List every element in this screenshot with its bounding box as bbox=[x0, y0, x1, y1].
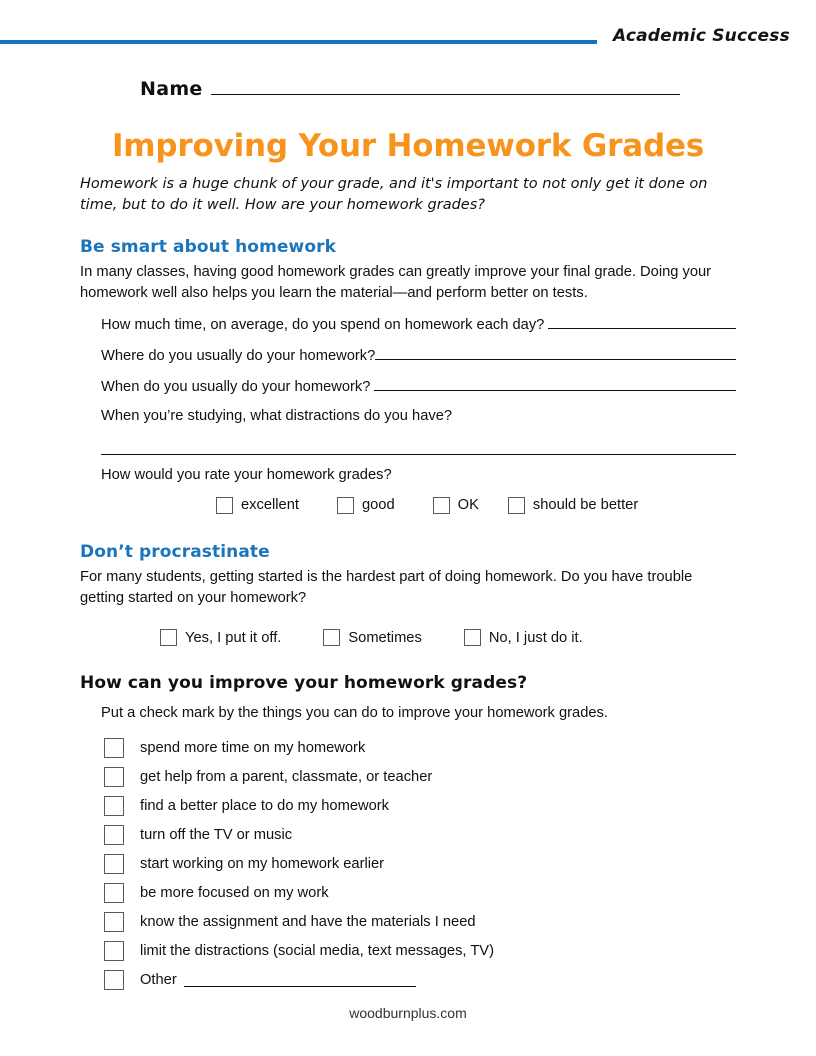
name-label: Name bbox=[140, 78, 203, 100]
checkbox-icon[interactable] bbox=[104, 941, 124, 961]
section-heading-be-smart: Be smart about homework bbox=[80, 236, 337, 257]
procrastinate-options-row bbox=[160, 629, 736, 646]
checklist-item-other[interactable] bbox=[104, 965, 736, 994]
page-header bbox=[0, 26, 816, 60]
procrastinate-option-yes[interactable] bbox=[160, 629, 281, 646]
checklist-item-label: turn off the TV or music bbox=[140, 826, 293, 843]
checkbox-icon[interactable] bbox=[323, 629, 340, 646]
series-title: Academic Success bbox=[613, 26, 790, 46]
checkbox-icon[interactable] bbox=[464, 629, 481, 646]
checkbox-icon[interactable] bbox=[104, 970, 124, 990]
checklist-item-turn-off-tv[interactable] bbox=[104, 820, 736, 849]
header-rule bbox=[0, 40, 597, 44]
section-heading-improve: How can you improve your homework grades? bbox=[80, 673, 528, 694]
checklist-item-start-earlier[interactable] bbox=[104, 849, 736, 878]
checkbox-icon[interactable] bbox=[337, 497, 354, 514]
rating-option-label: should be better bbox=[532, 497, 639, 514]
page-title: Improving Your Homework Grades bbox=[111, 128, 705, 164]
procrastinate-option-label: No, I just do it. bbox=[488, 629, 583, 646]
rating-option-label: excellent bbox=[241, 497, 299, 514]
name-field-row bbox=[140, 78, 680, 100]
checkbox-icon[interactable] bbox=[104, 738, 124, 758]
checkbox-icon[interactable] bbox=[216, 497, 233, 514]
answer-blank-where[interactable] bbox=[375, 346, 736, 360]
question-row-when bbox=[101, 377, 736, 395]
question-row-where bbox=[101, 346, 736, 364]
rating-option-good[interactable] bbox=[337, 497, 395, 514]
answer-blank-other[interactable] bbox=[184, 972, 416, 987]
section-body-procrastinate: For many students, getting started is the hardest part of doing homework. Do you have trouble getting started on your homework? bbox=[80, 568, 693, 606]
checklist-item-label: know the assignment and have the materials I need bbox=[140, 913, 476, 930]
worksheet-content bbox=[80, 174, 736, 994]
rating-option-excellent[interactable] bbox=[216, 497, 299, 514]
checklist-item-better-place[interactable] bbox=[104, 791, 736, 820]
checklist-item-label: be more focused on my work bbox=[140, 884, 329, 901]
checklist-item-label: Other bbox=[140, 971, 177, 988]
procrastinate-option-sometimes[interactable] bbox=[323, 629, 421, 646]
rating-option-ok[interactable] bbox=[433, 497, 479, 514]
checklist-item-limit-distractions[interactable] bbox=[104, 936, 736, 965]
answer-blank-distractions[interactable] bbox=[101, 432, 736, 455]
question-label-distractions: When you’re studying, what distractions do you have? bbox=[101, 407, 453, 424]
question-label-time-spent: How much time, on average, do you spend on homework each day? bbox=[101, 316, 545, 333]
footer-website: woodburnplus.com bbox=[349, 1005, 467, 1021]
rating-option-label: good bbox=[361, 497, 395, 514]
section-heading-procrastinate: Don’t procrastinate bbox=[80, 541, 270, 562]
question-group-be-smart bbox=[101, 315, 736, 483]
checklist-item-label: spend more time on my homework bbox=[140, 739, 366, 756]
checklist-item-label: get help from a parent, classmate, or teacher bbox=[140, 768, 433, 785]
checklist-item-get-help[interactable] bbox=[104, 762, 736, 791]
intro-paragraph: Homework is a huge chunk of your grade, and it's important to not only get it done on time, but to do it well. How are your homework grades? bbox=[80, 176, 708, 214]
answer-blank-when[interactable] bbox=[374, 377, 736, 391]
checklist-item-label: start working on my homework earlier bbox=[140, 855, 385, 872]
checklist-item-know-assignment[interactable] bbox=[104, 907, 736, 936]
checkbox-icon[interactable] bbox=[160, 629, 177, 646]
name-input-blank[interactable] bbox=[211, 78, 680, 95]
checkbox-icon[interactable] bbox=[104, 883, 124, 903]
question-label-where: Where do you usually do your homework? bbox=[101, 347, 376, 364]
checkbox-icon[interactable] bbox=[104, 854, 124, 874]
procrastinate-option-label: Yes, I put it off. bbox=[185, 629, 282, 646]
question-label-when: When do you usually do your homework? bbox=[101, 378, 371, 395]
checkbox-icon[interactable] bbox=[508, 497, 525, 514]
procrastinate-option-no[interactable] bbox=[464, 629, 583, 646]
checklist-item-label: limit the distractions (social media, text messages, TV) bbox=[140, 942, 494, 959]
section-body-be-smart: In many classes, having good homework grades can greatly improve your final grade. Doing your homework well also helps you learn the material—and perform better on tests. bbox=[80, 263, 712, 302]
checkbox-icon[interactable] bbox=[104, 825, 124, 845]
improvement-checklist bbox=[104, 733, 736, 994]
checkbox-icon[interactable] bbox=[433, 497, 450, 514]
checklist-instruction: Put a check mark by the things you can do to improve your homework grades. bbox=[101, 705, 608, 722]
question-label-rating: How would you rate your homework grades? bbox=[101, 466, 392, 483]
answer-blank-time-spent[interactable] bbox=[548, 315, 736, 329]
checklist-item-label: find a better place to do my homework bbox=[140, 797, 389, 814]
checklist-item-more-focused[interactable] bbox=[104, 878, 736, 907]
rating-option-should-be-better[interactable] bbox=[508, 497, 638, 514]
rating-option-label: OK bbox=[457, 497, 479, 514]
procrastinate-option-label: Sometimes bbox=[348, 629, 422, 646]
checkbox-icon[interactable] bbox=[104, 912, 124, 932]
question-row-time-spent bbox=[101, 315, 736, 333]
checkbox-icon[interactable] bbox=[104, 767, 124, 787]
rating-options-row bbox=[216, 497, 736, 514]
checkbox-icon[interactable] bbox=[104, 796, 124, 816]
checklist-item-spend-more-time[interactable] bbox=[104, 733, 736, 762]
